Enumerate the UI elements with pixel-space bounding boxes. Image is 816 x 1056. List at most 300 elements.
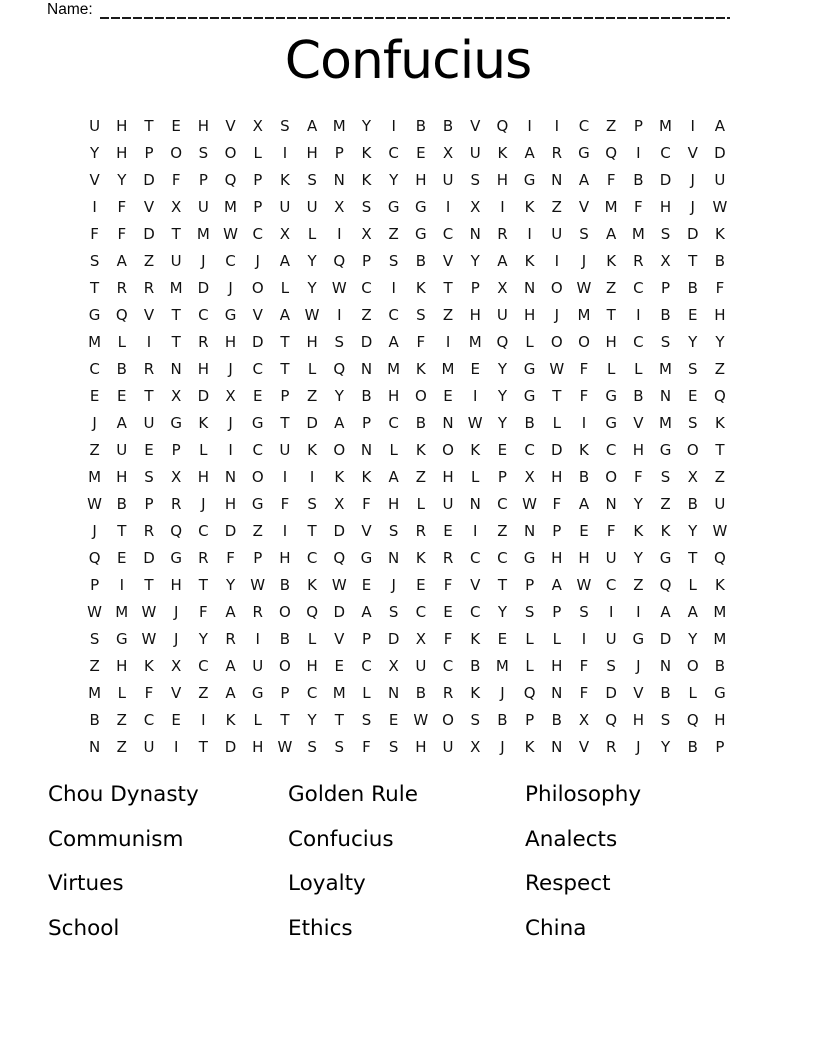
grid-letter: X <box>388 656 399 675</box>
grid-letter: M <box>577 305 591 324</box>
grid-letter: P <box>361 251 371 270</box>
grid-letter: W <box>331 575 347 594</box>
word-list-item: Virtues <box>48 871 124 896</box>
grid-letter: K <box>361 170 372 189</box>
grid-letter: T <box>144 116 154 135</box>
grid-letter: K <box>579 440 589 459</box>
grid-letter: E <box>334 656 345 675</box>
grid-letter: S <box>89 629 100 648</box>
grid-letter: X <box>334 494 345 513</box>
grid-letter: L <box>117 332 126 351</box>
word-list <box>0 773 816 1003</box>
grid-letter: C <box>198 521 209 540</box>
grid-letter: O <box>224 143 237 162</box>
grid-letter: S <box>579 224 589 243</box>
grid-letter: B <box>687 494 698 513</box>
grid-letter: K <box>524 197 535 216</box>
grid-letter: I <box>581 629 587 648</box>
grid-letter: A <box>388 332 399 351</box>
grid-letter: P <box>280 683 290 702</box>
grid-letter: X <box>225 386 236 405</box>
grid-letter: S <box>307 494 317 513</box>
grid-letter: N <box>523 278 536 297</box>
grid-letter: Q <box>605 143 618 162</box>
grid-letter: M <box>169 278 183 297</box>
grid-letter: I <box>119 575 124 594</box>
grid-letter: H <box>197 359 209 378</box>
grid-letter: J <box>228 359 233 378</box>
grid-letter: I <box>500 197 505 216</box>
grid-letter: G <box>88 305 101 324</box>
grid-letter: C <box>198 305 209 324</box>
grid-letter: E <box>416 575 426 594</box>
grid-letter: T <box>117 521 127 540</box>
grid-letter: P <box>361 413 371 432</box>
grid-letter: I <box>282 143 288 162</box>
grid-letter: T <box>688 251 698 270</box>
grid-letter: G <box>251 413 264 432</box>
grid-letter: G <box>632 629 645 648</box>
grid-letter: P <box>198 170 208 189</box>
grid-letter: C <box>469 548 481 567</box>
grid-letter: C <box>198 656 209 675</box>
grid-letter: R <box>170 494 182 513</box>
grid-letter: K <box>415 359 426 378</box>
grid-letter: O <box>550 332 563 351</box>
grid-letter: Y <box>90 143 100 162</box>
grid-letter: M <box>604 197 618 216</box>
grid-letter: A <box>225 602 236 621</box>
grid-letter: K <box>361 467 372 486</box>
grid-letter: E <box>361 575 372 594</box>
grid-letter: J <box>636 656 641 675</box>
grid-letter: C <box>442 656 454 675</box>
grid-letter: N <box>360 440 373 459</box>
grid-letter: Z <box>89 440 100 459</box>
grid-letter: X <box>524 467 535 486</box>
grid-letter: H <box>415 170 427 189</box>
grid-letter: O <box>686 656 699 675</box>
grid-letter: H <box>252 737 264 756</box>
grid-letter: R <box>143 359 155 378</box>
grid-letter: K <box>633 521 644 540</box>
grid-letter: Z <box>198 683 209 702</box>
grid-letter: B <box>497 710 508 729</box>
grid-letter: A <box>279 251 291 270</box>
grid-letter: I <box>146 332 152 351</box>
grid-letter: Z <box>361 305 372 324</box>
word-list-column <box>525 773 641 951</box>
grid-letter: R <box>198 548 209 567</box>
grid-letter: C <box>388 413 399 432</box>
grid-letter: B <box>687 278 698 297</box>
grid-letter: Q <box>659 575 672 594</box>
grid-letter: Y <box>688 332 698 351</box>
grid-letter: C <box>605 440 617 459</box>
grid-letter: Z <box>143 251 155 270</box>
grid-letter: R <box>442 683 454 702</box>
grid-letter: Y <box>633 494 643 513</box>
grid-letter: M <box>196 224 210 243</box>
grid-letter: W <box>87 494 103 513</box>
grid-letter: E <box>443 386 453 405</box>
grid-letter: L <box>525 656 534 675</box>
grid-letter: C <box>252 440 263 459</box>
grid-letter: C <box>252 359 263 378</box>
grid-letter: N <box>523 521 536 540</box>
grid-letter: H <box>632 710 644 729</box>
grid-letter: Z <box>116 710 127 729</box>
grid-letter: S <box>388 521 399 540</box>
grid-letter: N <box>388 683 400 702</box>
grid-letter: M <box>88 683 102 702</box>
grid-letter: P <box>171 440 181 459</box>
grid-letter: A <box>279 305 291 324</box>
grid-letter: Z <box>551 197 562 216</box>
grid-letter: C <box>388 305 399 324</box>
grid-letter: P <box>144 143 154 162</box>
grid-letter: D <box>686 224 699 243</box>
grid-letter: O <box>605 467 618 486</box>
grid-letter: J <box>201 494 206 513</box>
grid-letter: K <box>307 440 318 459</box>
word-list-column <box>288 773 418 951</box>
grid-letter: H <box>116 656 128 675</box>
word-list-item: Communism <box>48 826 184 852</box>
grid-letter: C <box>388 143 399 162</box>
grid-letter: T <box>198 737 208 756</box>
grid-letter: V <box>578 197 590 216</box>
grid-letter: N <box>551 170 563 189</box>
grid-letter: G <box>523 170 536 189</box>
grid-letter: H <box>306 143 318 162</box>
grid-letter: P <box>253 170 263 189</box>
grid-letter: I <box>527 224 532 243</box>
grid-letter: L <box>525 332 534 351</box>
grid-letter: R <box>198 332 209 351</box>
grid-letter: R <box>551 143 562 162</box>
grid-letter: C <box>660 143 671 162</box>
grid-letter: P <box>552 521 562 540</box>
grid-letter: F <box>144 683 154 702</box>
grid-letter: S <box>416 305 426 324</box>
grid-letter: N <box>659 656 672 675</box>
grid-letter: D <box>251 332 264 351</box>
grid-letter: N <box>333 170 345 189</box>
word-list-column <box>48 773 199 951</box>
grid-letter: F <box>362 494 371 513</box>
grid-letter: H <box>714 710 726 729</box>
grid-letter: O <box>279 602 291 621</box>
grid-letter: P <box>361 629 371 648</box>
grid-letter: C <box>252 224 263 243</box>
grid-letter: M <box>631 224 645 243</box>
grid-letter: Z <box>306 386 318 405</box>
grid-letter: K <box>606 251 617 270</box>
grid-letter: Z <box>252 521 263 540</box>
grid-letter: Y <box>307 278 317 297</box>
grid-letter: F <box>117 224 127 243</box>
grid-letter: A <box>306 116 318 135</box>
grid-letter: U <box>442 170 454 189</box>
name-label: Name: <box>47 1 93 18</box>
grid-letter: D <box>387 629 400 648</box>
grid-letter: S <box>307 170 317 189</box>
grid-letter: B <box>116 359 127 378</box>
grid-letter: X <box>660 251 671 270</box>
grid-letter: K <box>307 575 318 594</box>
grid-letter: R <box>143 278 155 297</box>
grid-letter: R <box>415 521 427 540</box>
grid-letter: H <box>306 656 318 675</box>
grid-letter: U <box>551 224 563 243</box>
grid-letter: F <box>280 494 290 513</box>
grid-letter: J <box>201 251 206 270</box>
grid-letter: P <box>253 197 263 216</box>
grid-letter: S <box>388 737 399 756</box>
grid-letter: C <box>633 278 644 297</box>
grid-letter: I <box>636 305 641 324</box>
grid-letter: V <box>225 116 236 135</box>
grid-letter: V <box>633 413 644 432</box>
grid-letter: Y <box>633 548 643 567</box>
grid-letter: N <box>170 359 182 378</box>
grid-letter: A <box>524 143 535 162</box>
grid-letter: G <box>360 548 373 567</box>
grid-letter: W <box>576 575 592 594</box>
grid-letter: D <box>605 683 617 702</box>
grid-letter: Z <box>714 359 726 378</box>
grid-letter: P <box>633 116 643 135</box>
grid-letter: T <box>144 575 154 594</box>
grid-letter: B <box>415 413 426 432</box>
grid-letter: Q <box>523 683 536 702</box>
grid-letter: H <box>224 332 237 351</box>
grid-letter: L <box>253 143 262 162</box>
grid-letter: S <box>388 251 399 270</box>
grid-letter: N <box>551 737 563 756</box>
grid-letter: B <box>470 656 481 675</box>
grid-letter: L <box>606 359 616 378</box>
grid-letter: K <box>660 521 671 540</box>
grid-letter: V <box>361 521 372 540</box>
grid-letter: T <box>334 710 344 729</box>
grid-letter: Q <box>333 359 346 378</box>
grid-letter: H <box>442 467 454 486</box>
grid-letter: E <box>497 629 508 648</box>
grid-letter: S <box>361 197 372 216</box>
grid-letter: F <box>362 737 371 756</box>
grid-letter: A <box>497 251 508 270</box>
grid-letter: T <box>198 575 208 594</box>
grid-letter: B <box>633 170 644 189</box>
grid-letter: O <box>550 278 563 297</box>
grid-letter: G <box>224 305 237 324</box>
grid-letter: K <box>714 224 725 243</box>
grid-letter: A <box>225 683 236 702</box>
grid-letter: V <box>171 683 182 702</box>
grid-letter: D <box>659 170 672 189</box>
grid-letter: I <box>608 602 614 621</box>
grid-letter: E <box>687 386 698 405</box>
word-list-item: Philosophy <box>525 782 642 807</box>
grid-letter: H <box>632 440 644 459</box>
grid-letter: C <box>361 656 372 675</box>
grid-letter: N <box>469 494 481 513</box>
grid-letter: A <box>578 170 590 189</box>
grid-letter: I <box>445 332 451 351</box>
grid-letter: R <box>633 251 644 270</box>
grid-letter: B <box>361 386 372 405</box>
grid-letter: B <box>415 683 426 702</box>
grid-letter: D <box>143 548 155 567</box>
grid-letter: T <box>171 305 181 324</box>
grid-letter: D <box>360 332 373 351</box>
grid-letter: K <box>415 440 426 459</box>
grid-letter: H <box>224 494 237 513</box>
grid-letter: E <box>388 710 399 729</box>
grid-letter: D <box>551 440 563 459</box>
grid-letter: I <box>173 737 179 756</box>
grid-letter: B <box>524 413 535 432</box>
grid-letter: J <box>228 413 233 432</box>
grid-letter: I <box>636 602 641 621</box>
grid-letter: M <box>495 656 509 675</box>
grid-letter: U <box>116 440 128 459</box>
grid-letter: D <box>659 629 672 648</box>
grid-letter: A <box>606 224 617 243</box>
grid-letter: F <box>226 548 235 567</box>
grid-letter: T <box>606 305 616 324</box>
grid-letter: C <box>633 332 644 351</box>
grid-letter: K <box>524 251 535 270</box>
grid-letter: R <box>116 278 127 297</box>
grid-letter: Z <box>660 494 671 513</box>
grid-letter: X <box>171 656 182 675</box>
grid-letter: Q <box>496 116 509 135</box>
grid-letter: F <box>715 278 725 297</box>
grid-letter: V <box>470 575 481 594</box>
grid-letter: Q <box>224 170 237 189</box>
grid-letter: T <box>144 386 154 405</box>
grid-letter: Y <box>688 521 698 540</box>
grid-letter: H <box>170 575 182 594</box>
grid-letter: B <box>578 467 590 486</box>
grid-letter: Y <box>198 629 208 648</box>
word-list-item: China <box>525 915 587 941</box>
grid-letter: J <box>500 683 505 702</box>
grid-letter: Y <box>497 386 507 405</box>
grid-letter: E <box>117 386 127 405</box>
grid-letter: L <box>525 629 534 648</box>
grid-letter: W <box>141 629 157 648</box>
grid-letter: M <box>224 197 237 216</box>
grid-letter: O <box>578 332 590 351</box>
grid-letter: D <box>197 386 210 405</box>
word-list-item: Ethics <box>288 915 353 941</box>
grid-letter: O <box>414 386 427 405</box>
grid-letter: J <box>690 197 695 216</box>
grid-letter: W <box>413 710 429 729</box>
grid-letter: U <box>442 737 454 756</box>
grid-letter: A <box>687 602 698 621</box>
word-list-item: Respect <box>525 871 611 896</box>
grid-letter: S <box>198 143 209 162</box>
grid-letter: Q <box>88 548 101 567</box>
grid-letter: Y <box>361 116 372 135</box>
grid-letter: H <box>197 116 209 135</box>
grid-letter: A <box>334 413 345 432</box>
grid-letter: G <box>387 197 400 216</box>
grid-letter: G <box>415 224 427 243</box>
grid-letter: J <box>173 629 179 648</box>
grid-letter: H <box>306 332 318 351</box>
grid-letter: O <box>442 710 454 729</box>
grid-letter: M <box>332 683 346 702</box>
grid-letter: Z <box>606 116 617 135</box>
grid-letter: P <box>552 602 562 621</box>
grid-letter: M <box>115 602 129 621</box>
grid-letter: J <box>391 575 396 594</box>
word-list-item: School <box>48 915 120 941</box>
grid-letter: F <box>443 629 453 648</box>
grid-letter: J <box>173 602 179 621</box>
grid-letter: H <box>496 170 509 189</box>
grid-letter: F <box>579 359 589 378</box>
grid-letter: F <box>552 494 562 513</box>
grid-letter: T <box>715 440 725 459</box>
grid-letter: G <box>659 440 672 459</box>
grid-letter: P <box>661 278 671 297</box>
word-list-item: Golden Rule <box>288 782 418 807</box>
grid-letter: M <box>713 602 727 621</box>
grid-letter: U <box>714 170 726 189</box>
grid-letter: Z <box>89 656 100 675</box>
grid-letter: K <box>470 629 481 648</box>
grid-letter: Z <box>388 224 399 243</box>
grid-letter: N <box>224 467 237 486</box>
grid-letter: M <box>441 359 455 378</box>
grid-letter: X <box>470 737 481 756</box>
grid-letter: S <box>144 467 154 486</box>
grid-letter: P <box>253 548 263 567</box>
grid-letter: U <box>143 737 155 756</box>
grid-letter: J <box>500 737 505 756</box>
grid-letter: B <box>687 737 698 756</box>
grid-letter: H <box>116 143 128 162</box>
grid-letter: V <box>252 305 263 324</box>
grid-letter: Y <box>117 170 127 189</box>
grid-letter: N <box>388 548 400 567</box>
grid-letter: W <box>87 602 103 621</box>
grid-letter: L <box>688 575 697 594</box>
grid-letter: S <box>660 224 671 243</box>
word-list-item: Analects <box>525 826 618 852</box>
grid-letter: D <box>224 737 237 756</box>
grid-letter: W <box>141 602 157 621</box>
grid-letter: O <box>442 440 454 459</box>
grid-letter: C <box>89 359 100 378</box>
word-list-item: Loyalty <box>288 871 366 896</box>
grid-letter: W <box>549 359 565 378</box>
grid-letter: U <box>279 197 291 216</box>
grid-letter: X <box>171 386 182 405</box>
grid-letter: P <box>144 494 154 513</box>
grid-letter: L <box>280 278 290 297</box>
grid-letter: C <box>306 548 318 567</box>
grid-letter: I <box>309 467 315 486</box>
grid-letter: R <box>605 737 617 756</box>
